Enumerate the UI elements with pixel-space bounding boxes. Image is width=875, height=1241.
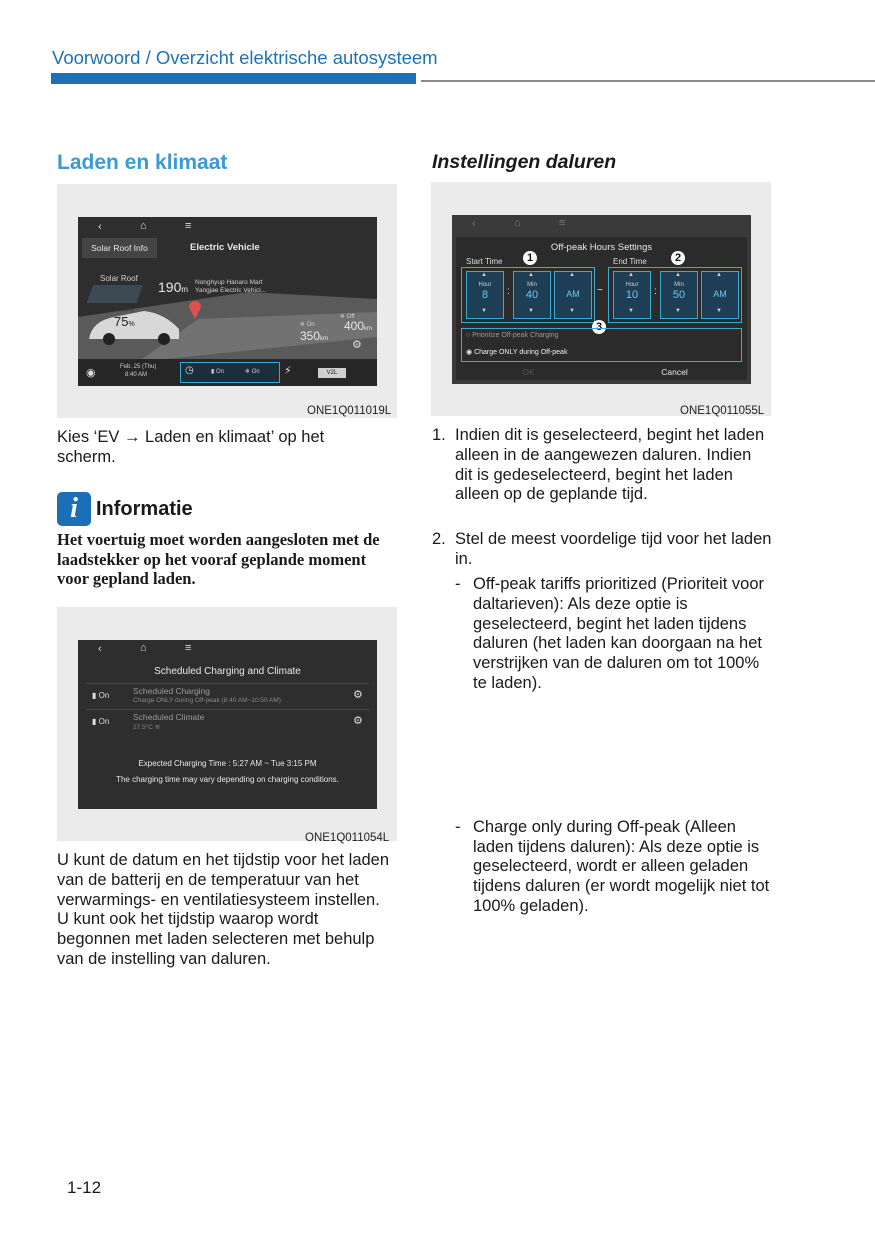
end-ampm-value: AM xyxy=(713,289,727,299)
marker-3: 3 xyxy=(592,320,606,334)
header-bar-blue xyxy=(51,73,416,84)
destination-line2: Yangjae Electric Vehicl... xyxy=(195,287,267,294)
range-unit-2: km xyxy=(320,336,329,342)
row1-toggle[interactable]: ▮ On xyxy=(92,691,110,700)
schedule-segment[interactable] xyxy=(180,362,280,383)
option-charge-only-off-peak[interactable] xyxy=(466,348,567,356)
menu-icon[interactable]: ≡ xyxy=(185,642,192,654)
back-icon[interactable]: ‹ xyxy=(472,218,476,230)
battery-label: Battery xyxy=(115,307,135,313)
spin-down-icon[interactable]: ▼ xyxy=(481,308,487,314)
spin-down-icon[interactable]: ▼ xyxy=(628,308,634,314)
back-icon[interactable]: ‹ xyxy=(98,643,102,655)
dialog-title: Off-peak Hours Settings xyxy=(550,242,653,253)
step-2-text: Stel de meest voordelige tijd voor het laden in. xyxy=(455,530,772,568)
range-off-text: Off xyxy=(346,314,355,320)
destination-line1: Nonghyup Hanaro Mart xyxy=(195,279,263,286)
off-peak-screen xyxy=(452,215,751,384)
page-number: 1-12 xyxy=(67,1178,102,1197)
charge-plug-icon[interactable]: ◉ xyxy=(86,367,96,379)
row-divider-1 xyxy=(86,683,369,684)
info-icon: i xyxy=(57,492,91,526)
segment-on-2: ❄ On xyxy=(245,369,260,375)
defrost-icon: ≋ xyxy=(154,724,161,731)
start-hour-value: 8 xyxy=(481,289,489,301)
date-label: Feb. 25 (Thu) xyxy=(120,364,157,370)
battery-value xyxy=(114,314,135,329)
row1-subtitle: Charge ONLY during Off-peak (8:40 AM~10:50 AM) xyxy=(133,697,281,704)
end-colon: : xyxy=(654,286,657,297)
range-unit-1: km xyxy=(364,326,373,332)
spin-up-icon[interactable]: ▲ xyxy=(675,272,681,278)
start-ampm-value: AM xyxy=(566,289,580,299)
spin-up-icon[interactable]: ▲ xyxy=(716,272,722,278)
start-min-spinner[interactable] xyxy=(513,271,551,319)
end-min-label: Min xyxy=(674,282,684,288)
row2-title[interactable]: Scheduled Climate xyxy=(133,712,205,722)
row1-settings-icon[interactable]: ⚙ xyxy=(353,689,363,701)
row1-title[interactable]: Scheduled Charging xyxy=(133,686,211,696)
spin-down-icon[interactable]: ▼ xyxy=(716,308,722,314)
battery-number: 75 xyxy=(114,314,129,329)
start-min-value: 40 xyxy=(525,289,539,301)
charging-options-panel xyxy=(461,328,742,362)
spin-down-icon[interactable]: ▼ xyxy=(675,308,681,314)
charge-limit-icon[interactable]: ⚡ xyxy=(284,365,292,377)
figure-caption-1: ONE1Q011019L xyxy=(307,405,392,417)
start-time-panel xyxy=(461,267,595,323)
sub-item-2 xyxy=(455,818,773,917)
info-title: Informatie xyxy=(96,498,193,520)
radio-checked-icon: ◉ xyxy=(466,349,473,356)
figure-off-peak-screen xyxy=(431,182,771,416)
scheduled-screen xyxy=(78,640,377,809)
range-on-label: ❄ On xyxy=(300,322,315,328)
spin-up-icon[interactable]: ▲ xyxy=(628,272,634,278)
sub-item-1-dash: - xyxy=(455,575,461,593)
range-off-value xyxy=(344,319,372,333)
range-off-number: 400 xyxy=(344,319,365,333)
settings-gear-icon[interactable]: ⚙ xyxy=(352,339,362,351)
range-on-value xyxy=(300,329,328,343)
option-2-text: Charge ONLY during Off-peak xyxy=(474,349,568,356)
row2-toggle[interactable]: ▮ On xyxy=(92,717,110,726)
ev-screen-title: Electric Vehicle xyxy=(190,242,260,253)
home-icon[interactable]: ⌂ xyxy=(514,217,521,229)
time-range-tilde: ~ xyxy=(597,285,603,296)
row2-settings-icon[interactable]: ⚙ xyxy=(353,715,363,727)
step-2-number: 2. xyxy=(432,530,446,548)
range-on-number: 350 xyxy=(300,329,321,343)
dialog xyxy=(456,237,747,380)
solar-roof-label: Solar Roof xyxy=(100,274,138,283)
step-1 xyxy=(432,426,772,505)
option-prioritize-off-peak[interactable] xyxy=(466,332,558,339)
spin-down-icon[interactable]: ▼ xyxy=(569,308,575,314)
header-bar-gray xyxy=(421,80,875,82)
body-paragraph: U kunt de datum en het tijdstip voor het laden van de batterij en de temperatuur van het verwarmings- en ventilatiesysteem instellen. U kunt ook het tijdstip waarop wordt begonnen met laden selecteren met behulp van de instelling van daluren. xyxy=(57,851,390,968)
time-label: 8:40 AM xyxy=(125,372,148,378)
figure-ev-screen xyxy=(57,184,397,418)
row1-toggle-text: On xyxy=(98,691,110,700)
end-time-panel xyxy=(608,267,742,323)
row2-subtitle-text: 27.5°C xyxy=(133,724,153,731)
distance-number: 190 xyxy=(158,279,182,295)
section-heading-off-peak: Instellingen daluren xyxy=(432,151,617,173)
info-text: Het voertuig moet worden aangesloten met de laadstekker op het vooraf geplande moment voor gepland laden. xyxy=(57,530,380,588)
figure-caption-3: ONE1Q011055L xyxy=(680,405,765,417)
start-hour-label: Hour xyxy=(478,282,492,288)
segment-on-1: ▮ On xyxy=(211,369,224,375)
sub-item-2-dash: - xyxy=(455,817,461,836)
step-2 xyxy=(432,530,772,570)
sub-item-1-text: Off-peak tariffs prioritized (Prioriteit voor daltarieven): Als deze optie is geselecteerd, begint het laden tijdens daluren (het laden kan doorgaan na het verstrijken van de daluren om tot 100% te laden). xyxy=(473,575,764,692)
intro-text: Kies ‘EV → Laden en klimaat’ op het scherm. xyxy=(57,428,325,466)
row2-subtitle xyxy=(133,723,160,731)
start-time-label: Start Time xyxy=(466,257,503,266)
location-pin-icon xyxy=(188,299,202,319)
marker-1: 1 xyxy=(523,251,537,265)
end-time-label: End Time xyxy=(613,257,647,266)
scheduled-title: Scheduled Charging and Climate xyxy=(154,666,301,677)
home-icon[interactable]: ⌂ xyxy=(140,220,147,232)
section-heading-charging-climate: Laden en klimaat xyxy=(57,151,228,174)
ev-screen xyxy=(78,217,377,386)
start-min-label: Min xyxy=(527,282,537,288)
end-min-value: 50 xyxy=(672,289,686,301)
v2l-button[interactable]: V2L xyxy=(318,368,346,378)
distance-unit: m xyxy=(181,285,189,294)
segment-on-2-text: On xyxy=(251,369,260,375)
step-1-number: 1. xyxy=(432,426,446,444)
spin-up-icon[interactable]: ▲ xyxy=(569,272,575,278)
back-icon[interactable]: ‹ xyxy=(98,221,102,233)
sub-item-1 xyxy=(455,575,773,694)
marker-2: 2 xyxy=(671,251,685,265)
start-ampm-spinner[interactable] xyxy=(554,271,592,319)
start-hour-spinner[interactable] xyxy=(466,271,504,319)
range-on-text: On xyxy=(306,322,315,328)
end-hour-value: 10 xyxy=(625,289,639,301)
figure-scheduled-screen xyxy=(57,607,397,844)
end-hour-label: Hour xyxy=(625,282,639,288)
end-min-spinner[interactable] xyxy=(660,271,698,319)
sub-item-2-text: Charge only during Off-peak (Alleen laden tijdens daluren): Als deze optie is geselecteerd, wordt er alleen geladen tijdens daluren (er wordt mogelijk niet tot 100% geladen). xyxy=(473,817,770,915)
running-header: Voorwoord / Overzicht elektrische autosysteem xyxy=(52,47,438,68)
row2-toggle-text: On xyxy=(98,717,110,726)
battery-unit: % xyxy=(128,321,135,328)
solar-roof-info-tab[interactable]: Solar Roof Info xyxy=(82,238,157,258)
spin-up-icon[interactable]: ▲ xyxy=(528,272,534,278)
figure-caption-2: ONE1Q011054L xyxy=(305,832,390,844)
charging-time-note: The charging time may vary depending on charging conditions. xyxy=(116,775,339,784)
expected-charging-time: Expected Charging Time : 5:27 AM ~ Tue 3:15 PM xyxy=(138,759,317,768)
home-icon[interactable]: ⌂ xyxy=(140,642,147,654)
spin-down-icon[interactable]: ▼ xyxy=(528,308,534,314)
radio-unchecked-icon: ○ xyxy=(466,332,471,339)
menu-icon[interactable]: ≡ xyxy=(185,220,192,232)
option-1-text: Prioritize Off-peak Charging xyxy=(472,332,559,339)
step-1-text: Indien dit is geselecteerd, begint het laden alleen in de aangewezen daluren. Indien dit is gedeselecteerd, begint het laden alleen op de geplande tijd. xyxy=(455,426,765,504)
segment-on-1-text: On xyxy=(215,369,224,375)
distance-value xyxy=(158,279,188,295)
end-ampm-spinner[interactable] xyxy=(701,271,739,319)
row-divider-2 xyxy=(86,709,369,710)
range-off-label: ❄ Off xyxy=(340,314,355,320)
ok-button[interactable]: OK xyxy=(522,367,535,377)
spin-up-icon[interactable]: ▲ xyxy=(481,272,487,278)
cancel-button[interactable]: Cancel xyxy=(661,367,688,377)
start-colon: : xyxy=(507,286,510,297)
clock-icon: ◷ xyxy=(185,365,194,376)
end-hour-spinner[interactable] xyxy=(613,271,651,319)
menu-icon[interactable]: ≡ xyxy=(559,217,566,229)
